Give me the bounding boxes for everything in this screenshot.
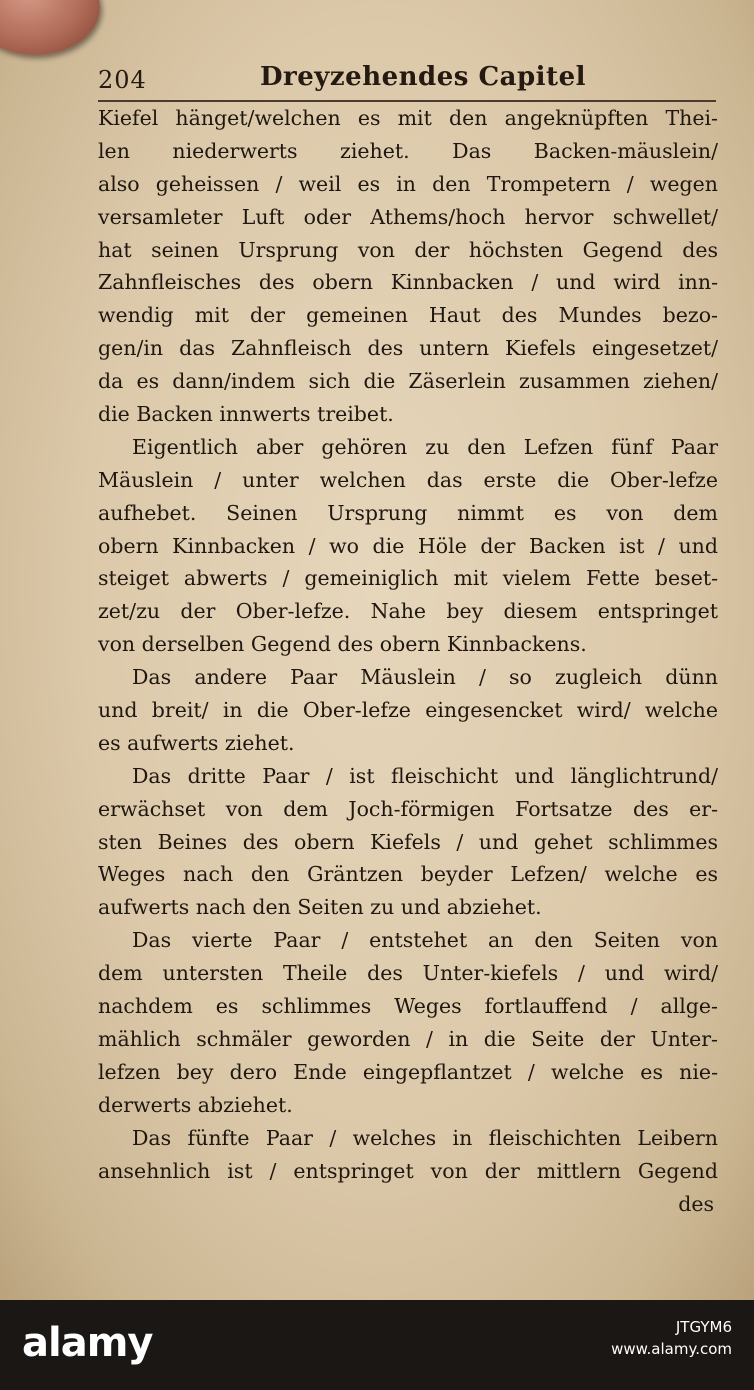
text-line: ansehnlich ist / entspringet von der mittlern Gegend <box>98 1158 718 1183</box>
page-number: 204 <box>98 66 147 94</box>
watermark-footer <box>0 1300 754 1390</box>
body-text <box>98 102 718 1187</box>
text-line: Das fünfte Paar / welches in fleischichten Leibern <box>132 1125 718 1150</box>
text-line: Das vierte Paar / entstehet an den Seiten von <box>132 928 718 953</box>
text-line: Eigentlich aber gehören zu den Lefzen fünf Paar <box>132 434 718 459</box>
text-line: Mäuslein / unter welchen das erste die Ober-lefze <box>98 467 718 492</box>
text-line: versamleter Luft oder Athems/hoch hervor schwellet/ <box>98 204 718 229</box>
text-line: da es dann/indem sich die Zäserlein zusammen ziehen/ <box>98 369 718 394</box>
text-line: nachdem es schlimmes Weges fortlauffend / allge- <box>98 994 718 1019</box>
text-line: steiget abwerts / gemeiniglich mit vielem Fette beset- <box>98 566 718 591</box>
text-line: dem untersten Theile des Unter-kiefels / und wird/ <box>98 961 718 986</box>
text-line: Das dritte Paar / ist fleischicht und länglichtrund/ <box>132 763 718 788</box>
text-line: lefzen bey dero Ende eingepflantzet / welche es nie- <box>98 1059 718 1084</box>
text-line: zet/zu der Ober-lefze. Nahe bey diesem entspringet <box>98 599 718 624</box>
text-line: Zahnfleisches des obern Kinnbacken / und wird inn- <box>98 270 718 295</box>
image-credit <box>611 1316 732 1360</box>
text-line: obern Kinnbacken / wo die Höle der Backen ist / und <box>98 533 718 558</box>
text-line: Kiefel hänget/welchen es mit den angeknüpften Thei- <box>98 106 718 130</box>
text-line: sten Beines des obern Kiefels / und gehet schlimmes <box>98 829 718 854</box>
text-line: erwächset von dem Joch-förmigen Fortsatze des er- <box>98 796 718 821</box>
text-line: Das andere Paar Mäuslein / so zugleich dünn <box>132 665 718 690</box>
text-line: aufhebet. Seinen Ursprung nimmt es von dem <box>98 500 718 525</box>
text-line: es aufwerts ziehet. <box>98 730 295 755</box>
image-id: JTGYM6 <box>675 1318 732 1336</box>
text-line: und breit/ in die Ober-lefze eingesencket wird/ welche <box>98 698 718 723</box>
catchword: des <box>678 1192 714 1216</box>
text-line: von derselben Gegend des obern Kinnbackens. <box>98 632 587 657</box>
text-line: gen/in das Zahnfleisch des untern Kiefels eingesetzet/ <box>98 336 718 361</box>
text-line: mählich schmäler geworden / in die Seite der Unter- <box>98 1026 718 1051</box>
thumb <box>0 0 100 55</box>
text-line: wendig mit der gemeinen Haut des Mundes bezo- <box>98 303 718 328</box>
text-line: derwerts abziehet. <box>98 1092 293 1117</box>
page-header <box>98 58 718 102</box>
text-line: die Backen innwerts treibet. <box>98 402 394 427</box>
alamy-logo: alamy <box>22 1320 153 1366</box>
text-line: aufwerts nach den Seiten zu und abziehet. <box>98 895 542 920</box>
site-url: www.alamy.com <box>611 1340 732 1358</box>
text-line: also geheissen / weil es in den Trompetern / wegen <box>98 171 718 196</box>
text-line: Weges nach den Gräntzen beyder Lefzen/ welche es <box>98 862 718 887</box>
text-line: hat seinen Ursprung von der höchsten Gegend des <box>98 237 718 262</box>
running-title: Dreyzehendes Capitel <box>260 62 586 92</box>
text-line: len niederwerts ziehet. Das Backen-mäuslein/ <box>98 138 718 163</box>
